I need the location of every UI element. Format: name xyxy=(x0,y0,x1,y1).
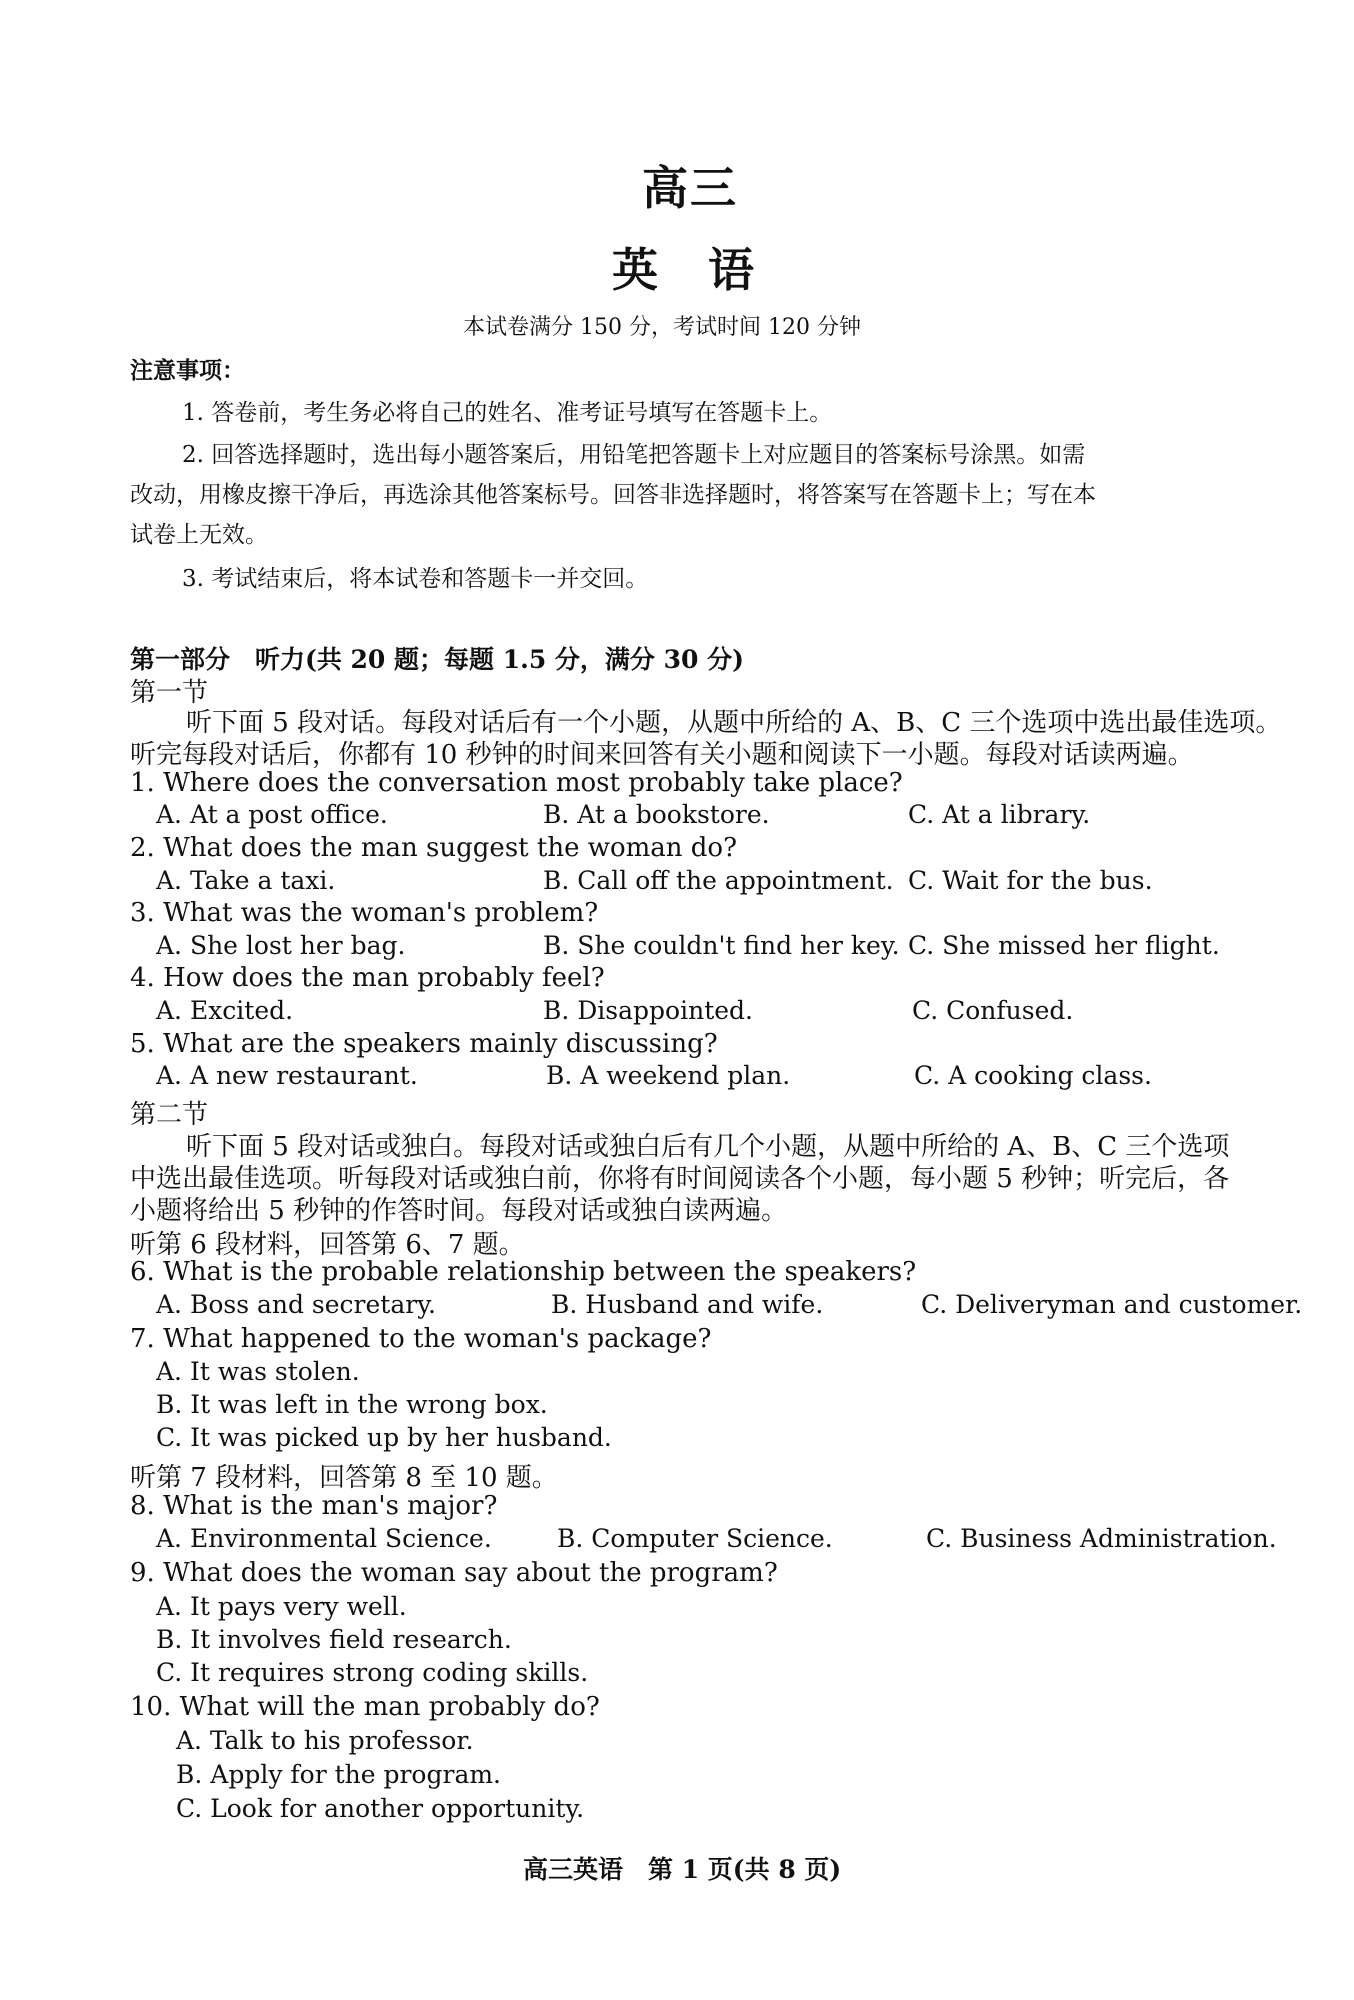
section2-instruction-line-1: 听下面 5 段对话或独白。每段对话或独白后有几个小题，从题中所给的 A、B、C 三个选项 xyxy=(186,1132,1230,1162)
section1-title: 第一节 xyxy=(130,678,209,708)
q1-option-b: B. At a bookstore. xyxy=(543,800,770,829)
section1-instruction-line-2: 听完每段对话后，你都有 10 秒钟的时间来回答有关小题和阅读下一小题。每段对话读两遍。 xyxy=(130,740,1194,770)
notice-item-3: 3. 考试结束后，将本试卷和答题卡一并交回。 xyxy=(182,566,649,592)
section1-instruction-line-1: 听下面 5 段对话。每段对话后有一个小题，从题中所给的 A、B、C 三个选项中选出最佳选项。 xyxy=(186,708,1282,738)
q6-option-a: A. Boss and secretary. xyxy=(156,1290,436,1319)
q2-option-c: C. Wait for the bus. xyxy=(908,866,1153,895)
q7-option-b: B. It was left in the wrong box. xyxy=(156,1390,548,1419)
q9-option-a: A. It pays very well. xyxy=(156,1592,407,1621)
q4-option-a: A. Excited. xyxy=(156,996,294,1025)
q10-option-b: B. Apply for the program. xyxy=(176,1760,501,1789)
q6-option-c: C. Deliveryman and customer. xyxy=(921,1290,1303,1319)
exam-info: 本试卷满分 150 分，考试时间 120 分钟 xyxy=(463,315,861,340)
q5-option-b: B. A weekend plan. xyxy=(546,1061,791,1090)
q7-option-c: C. It was picked up by her husband. xyxy=(156,1423,612,1452)
q2-option-b: B. Call off the appointment. xyxy=(543,866,894,895)
section2-instruction-line-2: 中选出最佳选项。听每段对话或独白前，你将有时间阅读各个小题，每小题 5 秒钟；听完后，各 xyxy=(130,1164,1230,1194)
material-6-heading: 听第 6 段材料，回答第 6、7 题。 xyxy=(130,1230,525,1260)
question-1: 1. Where does the conversation most probably take place? xyxy=(130,768,903,798)
q4-option-b: B. Disappointed. xyxy=(543,996,753,1025)
q3-option-b: B. She couldn't find her key. xyxy=(543,931,900,960)
q7-option-a: A. It was stolen. xyxy=(156,1357,360,1386)
question-4: 4. How does the man probably feel? xyxy=(130,963,605,993)
question-6: 6. What is the probable relationship between the speakers? xyxy=(130,1257,917,1287)
q2-option-a: A. Take a taxi. xyxy=(156,866,336,895)
question-5: 5. What are the speakers mainly discussing? xyxy=(130,1029,718,1059)
notice-title: 注意事项： xyxy=(130,357,245,384)
notice-item-1: 1. 答卷前，考生务必将自己的姓名、准考证号填写在答题卡上。 xyxy=(182,400,833,426)
part1-title: 第一部分 听力(共 20 题；每题 1.5 分，满分 30 分) xyxy=(130,645,744,674)
q8-option-c: C. Business Administration. xyxy=(926,1524,1277,1553)
q1-option-a: A. At a post office. xyxy=(156,800,388,829)
page-footer: 高三英语 第 1 页(共 8 页) xyxy=(523,1855,842,1884)
question-8: 8. What is the man's major? xyxy=(130,1491,498,1521)
question-9: 9. What does the woman say about the program? xyxy=(130,1558,778,1588)
q1-option-c: C. At a library. xyxy=(908,800,1091,829)
q9-option-c: C. It requires strong coding skills. xyxy=(156,1658,589,1687)
section2-instruction-line-3: 小题将给出 5 秒钟的作答时间。每段对话或独白读两遍。 xyxy=(130,1196,788,1226)
q9-option-b: B. It involves field research. xyxy=(156,1625,512,1654)
question-7: 7. What happened to the woman's package? xyxy=(130,1324,712,1354)
section2-title: 第二节 xyxy=(130,1100,209,1130)
q3-option-c: C. She missed her flight. xyxy=(908,931,1220,960)
q5-option-c: C. A cooking class. xyxy=(914,1061,1152,1090)
q10-option-c: C. Look for another opportunity. xyxy=(176,1794,585,1823)
notice-item-2-line-2: 改动，用橡皮擦干净后，再选涂其他答案标号。回答非选择题时，将答案写在答题卡上；写在本 xyxy=(130,482,1096,508)
grade-title: 高三 xyxy=(642,161,738,215)
q3-option-a: A. She lost her bag. xyxy=(156,931,406,960)
q5-option-a: A. A new restaurant. xyxy=(156,1061,418,1090)
material-7-heading: 听第 7 段材料，回答第 8 至 10 题。 xyxy=(130,1463,558,1493)
question-10: 10. What will the man probably do? xyxy=(130,1692,600,1722)
q10-option-a: A. Talk to his professor. xyxy=(176,1726,474,1755)
subject-title: 英 语 xyxy=(612,243,756,297)
q8-option-a: A. Environmental Science. xyxy=(156,1524,492,1553)
q4-option-c: C. Confused. xyxy=(912,996,1074,1025)
notice-item-2-line-1: 2. 回答选择题时，选出每小题答案后，用铅笔把答题卡上对应题目的答案标号涂黑。如需 xyxy=(182,442,1086,468)
notice-item-2-line-3: 试卷上无效。 xyxy=(130,522,268,548)
question-2: 2. What does the man suggest the woman do? xyxy=(130,833,738,863)
question-3: 3. What was the woman's problem? xyxy=(130,898,599,928)
q6-option-b: B. Husband and wife. xyxy=(551,1290,824,1319)
q8-option-b: B. Computer Science. xyxy=(557,1524,833,1553)
